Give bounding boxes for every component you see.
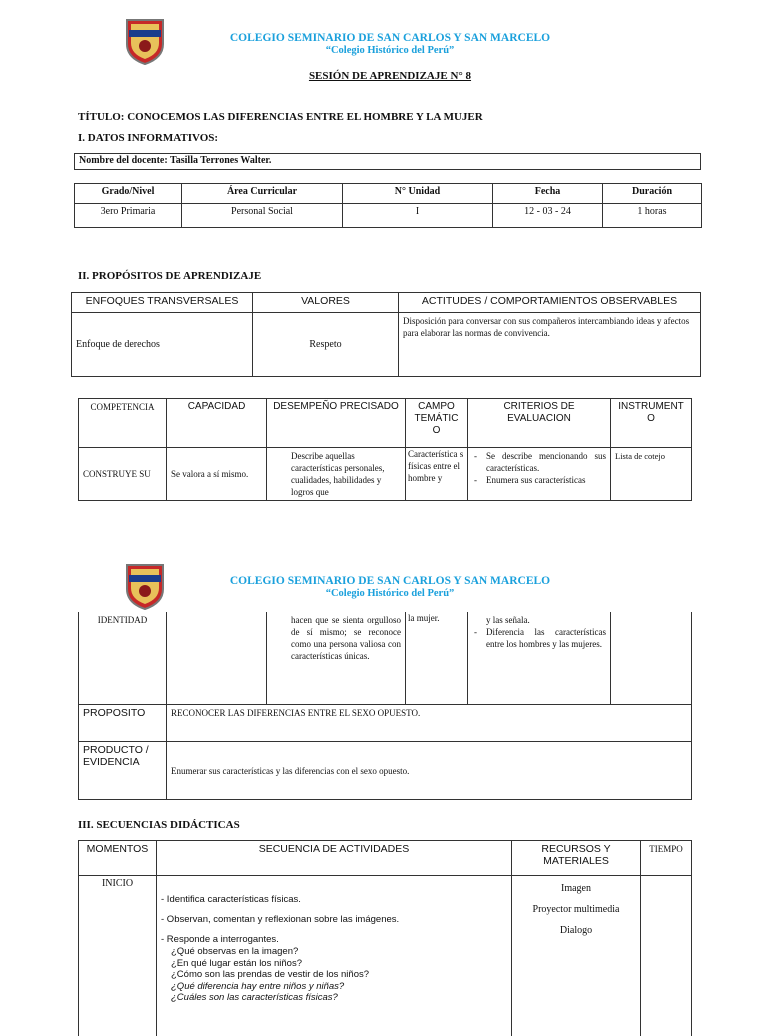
school-motto: “Colegio Histórico del Perú”: [325, 45, 455, 56]
question-item: ¿En qué lugar están los niños?: [171, 957, 302, 969]
proposito-table: [78, 704, 692, 800]
header-desempeno: DESEMPEÑO PRECISADO: [267, 399, 406, 448]
value-unidad: I: [343, 204, 493, 228]
value-duracion: 1 horas: [603, 204, 702, 228]
question-item: ¿Cómo son las prendas de vestir de los niños?: [171, 969, 370, 980]
activity-item: - Responde a interrogantes.: [161, 934, 279, 945]
activity-item: - Observan, comentan y reflexionan sobre las imágenes.: [161, 914, 400, 925]
value-criterios-cont: [468, 612, 611, 704]
question-item: ¿Qué diferencia hay entre niños y niñas?: [171, 980, 345, 992]
section-propositos: II. PROPÓSITOS DE APRENDIZAJE: [78, 270, 262, 282]
value-desempeno-cont: hacen que se sienta orgulloso de sí mismo; se reconoce como una persona valiosa con características únicas.: [267, 612, 406, 704]
header-grado: Grado/Nivel: [75, 184, 182, 204]
header-unidad: N° Unidad: [343, 184, 493, 204]
recurso-item: Proyector multimedia: [532, 904, 620, 915]
school-motto: “Colegio Histórico del Perú”: [325, 588, 455, 599]
header-criterios: CRITERIOS DE EVALUACION: [468, 399, 611, 448]
criterio-item: - Se describe mencionando sus características.: [472, 450, 606, 474]
value-grado: 3ero Primaria: [75, 204, 182, 228]
recurso-item: Dialogo: [559, 925, 593, 936]
producto-value: Enumerar sus características y las diferencias con el sexo opuesto.: [167, 742, 692, 800]
recurso-item: Imagen: [561, 883, 591, 894]
value-valor: Respeto: [253, 313, 399, 377]
header-valores: VALORES: [253, 293, 399, 313]
proposito-value: RECONOCER LAS DIFERENCIAS ENTRE EL SEXO OPUESTO.: [167, 705, 692, 742]
school-logo: [124, 16, 166, 66]
header-fecha: Fecha: [493, 184, 603, 204]
value-competencia-cont: IDENTIDAD: [79, 612, 167, 704]
docente-table: [74, 153, 701, 170]
criterio-item: - Diferencia las características entre los hombres y las mujeres.: [472, 626, 606, 650]
school-name: COLEGIO SEMINARIO DE SAN CARLOS Y SAN MARCELO: [229, 32, 551, 44]
value-desempeno: Describe aquellas características personales, cualidades, habilidades y logros que: [267, 448, 406, 501]
lesson-title: TÍTULO: CONOCEMOS LAS DIFERENCIAS ENTRE EL HOMBRE Y LA MUJER: [78, 111, 483, 123]
proposito-label: PROPOSITO: [79, 705, 167, 742]
header-competencia: COMPETENCIA: [79, 399, 167, 448]
value-actitudes: Disposición para conversar con sus compañeros intercambiando ideas y afectos para elaborar las normas de convivencia.: [399, 313, 701, 377]
competencia-table: [78, 398, 692, 501]
criterio-continued: y las señala.: [486, 615, 530, 625]
momento-inicio: INICIO: [79, 876, 157, 1036]
header-instrumento: INSTRUMENT O: [611, 399, 692, 448]
section-secuencias: III. SECUENCIAS DIDÁCTICAS: [78, 819, 240, 831]
value-instrumento: Lista de cotejo: [611, 448, 692, 501]
value-area: Personal Social: [182, 204, 343, 228]
session-title: SESIÓN DE APRENDIZAJE N° 8: [308, 70, 472, 82]
competencia-table-continued: [78, 612, 692, 705]
header-tiempo: TIEMPO: [641, 841, 692, 876]
enfoques-table: [71, 292, 701, 377]
inicio-recursos: [512, 876, 641, 1036]
value-campo: Característica s físicas entre el hombre y: [406, 448, 468, 501]
docente-name: Nombre del docente: Tasilla Terrones Walter.: [75, 154, 701, 170]
section-datos-informativos: I. DATOS INFORMATIVOS:: [78, 132, 219, 144]
header-duracion: Duración: [603, 184, 702, 204]
producto-label: PRODUCTO / EVIDENCIA: [79, 742, 167, 800]
empty-instrumento: [611, 612, 692, 704]
value-enfoque: Enfoque de derechos: [72, 313, 253, 377]
criterio-item: - Enumera sus características: [472, 474, 606, 486]
header-capacidad: CAPACIDAD: [167, 399, 267, 448]
value-competencia: CONSTRUYE SU: [79, 448, 167, 501]
header-actitudes: ACTITUDES / COMPORTAMIENTOS OBSERVABLES: [399, 293, 701, 313]
header-secuencia: SECUENCIA DE ACTIVIDADES: [157, 841, 512, 876]
question-item: ¿Qué observas en la imagen?: [171, 946, 299, 957]
value-criterios: [468, 448, 611, 501]
header-recursos: RECURSOS Y MATERIALES: [512, 841, 641, 876]
activity-item: - Identifica características físicas.: [161, 894, 301, 905]
value-campo-cont: la mujer.: [406, 612, 468, 704]
school-name: COLEGIO SEMINARIO DE SAN CARLOS Y SAN MARCELO: [229, 575, 551, 587]
school-logo: [124, 561, 166, 611]
value-capacidad: Se valora a sí mismo.: [167, 448, 267, 501]
inicio-tiempo: [641, 876, 692, 1036]
value-fecha: 12 - 03 - 24: [493, 204, 603, 228]
header-area: Área Curricular: [182, 184, 343, 204]
question-item: ¿Cuáles son las características físicas?: [171, 992, 338, 1003]
inicio-activities: [157, 876, 512, 1036]
secuencias-table: [78, 840, 692, 1036]
empty-capacidad: [167, 612, 267, 704]
header-campo: CAMPO TEMÁTIC O: [406, 399, 468, 448]
datos-table: [74, 183, 702, 228]
header-momentos: MOMENTOS: [79, 841, 157, 876]
header-enfoques: ENFOQUES TRANSVERSALES: [72, 293, 253, 313]
